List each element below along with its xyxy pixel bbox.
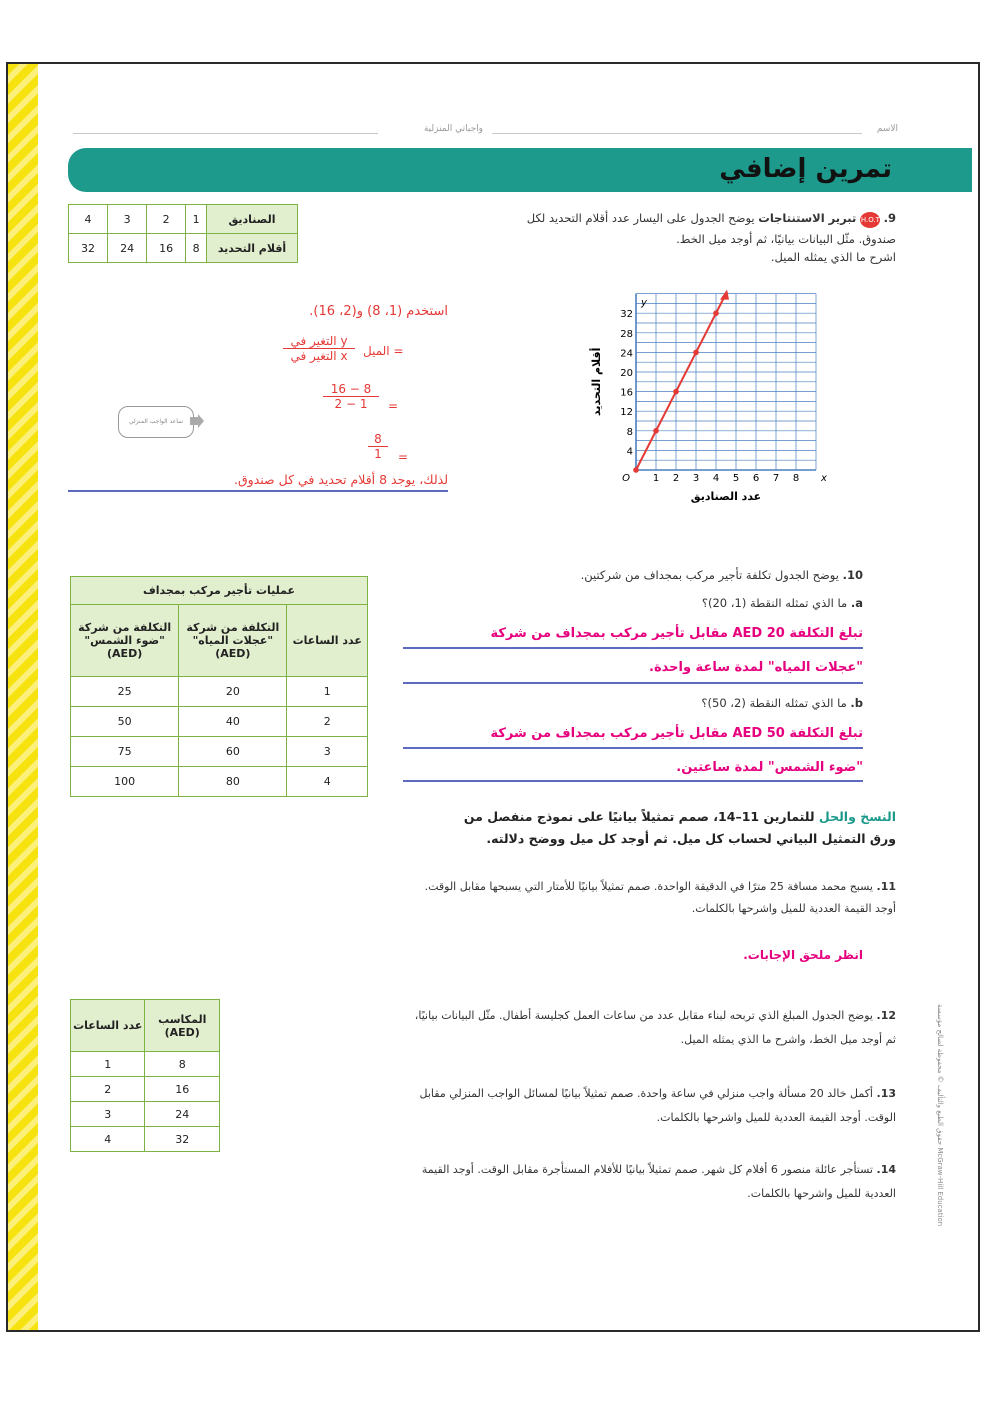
x-tick-label: 2 xyxy=(672,473,680,484)
table-cell: 3 xyxy=(108,205,147,234)
table-cell: 40 xyxy=(179,707,287,737)
graph-grid xyxy=(636,294,816,470)
homework-help-note: ساعد الواجب المنزلي xyxy=(118,406,194,438)
page-title: تمرين إضافي xyxy=(719,154,892,184)
table-cell: 2 xyxy=(147,205,186,234)
data-point xyxy=(693,350,699,356)
part-letter: a. xyxy=(850,596,863,610)
y-axis-label: y xyxy=(641,297,647,309)
copyright-text: حقوق الطبع والتأليف © محفوظة لصالح مؤسسة McGraw-Hill Education xyxy=(936,1004,944,1227)
table-title: عمليات تأجير مركب بمجداف xyxy=(71,577,368,605)
y-tick-label: 16 xyxy=(620,387,633,399)
section-text: للتمارين 11–14، صمم تمثيلاً بيانيًا على نموذج منفصل من xyxy=(463,809,815,824)
problem-text: يوضح الجدول على اليسار عدد أقلام التحديد لكل xyxy=(526,211,755,225)
arrow-right-icon xyxy=(190,414,204,428)
part-b-answer-line2: "ضوء الشمس" لمدة ساعتين. xyxy=(676,760,863,775)
fraction-numerator: 16 − 8 xyxy=(323,382,379,397)
problem-9-solution xyxy=(148,304,448,319)
problem-11-answer: انظر ملحق الإجابات. xyxy=(743,948,863,962)
y-tick-label: 32 xyxy=(620,309,633,321)
part-b-answer-line1: تبلغ التكلفة AED 50 مقابل تأجير مركب بمجداف من شركة xyxy=(490,726,863,741)
table-cell: 32 xyxy=(69,234,108,263)
slope-work xyxy=(238,334,468,494)
y-tick-label: 28 xyxy=(620,328,633,340)
problem-number: 13. xyxy=(876,1087,896,1100)
data-line xyxy=(636,292,727,470)
y-tick-label: 12 xyxy=(620,407,633,419)
problem-text: تستأجر عائلة منصور 6 أفلام كل شهر. صمم تمثيلاً بيانيًا للأفلام المستأجرة مقابل الوقت. أوجد القيمة xyxy=(421,1163,873,1176)
x-tick-label: 1 xyxy=(652,473,660,484)
equals: = xyxy=(398,450,409,464)
boxes-markers-table xyxy=(68,204,298,263)
table-cell: 24 xyxy=(108,234,147,263)
solution-conclusion: لذلك، يوجد 8 أقلام تحديد في كل صندوق. xyxy=(233,472,448,487)
problem-text: أوجد القيمة العددية للميل واشرحها بالكلمات. xyxy=(691,902,896,915)
y-axis-title: أقلام التحديد xyxy=(590,347,603,416)
x-tick-label: 5 xyxy=(732,473,740,484)
table-cell: 50 xyxy=(71,707,179,737)
x-axis-label: x xyxy=(821,473,827,484)
section-label: النسخ والحل xyxy=(818,809,896,824)
problem-text: يوضح الجدول تكلفة تأجير مركب بمجداف من شركتين. xyxy=(580,568,839,582)
problem-text: يوضح الجدول المبلغ الذي تربحه لبناء مقابل عدد من ساعات العمل كجليسة أطفال. مثّل البيانات بيانيًا، xyxy=(414,1009,873,1022)
fraction-numerator: التغير في y xyxy=(283,334,355,349)
problem-10-text xyxy=(433,564,863,587)
problem-number: 11. xyxy=(876,880,896,893)
table-header: التكلفة من شركة "ضوء الشمس" (AED) xyxy=(71,605,179,677)
copyright-wrapper xyxy=(932,1004,946,1304)
table-cell: 1 xyxy=(186,205,207,234)
part-letter: b. xyxy=(850,696,863,710)
data-point xyxy=(713,310,719,316)
x-tick-label: 3 xyxy=(692,473,700,484)
problem-9-text xyxy=(336,207,896,266)
solution-step: استخدم (1، 8) و(2، 16). xyxy=(309,304,448,319)
part-a-answer-line2: "عجلات المياه" لمدة ساعة واحدة. xyxy=(649,660,863,675)
answer-line xyxy=(403,682,863,684)
title-banner xyxy=(68,148,972,192)
problem-bold-label: تبرير الاستنتاجات xyxy=(758,211,857,225)
arrow-head xyxy=(720,290,729,300)
y-tick-label: 4 xyxy=(626,446,633,458)
table-cell: 24 xyxy=(145,1102,220,1127)
y-tick-label: 8 xyxy=(626,426,633,438)
problem-11-text xyxy=(196,876,896,920)
slope-label: الميل = xyxy=(363,344,404,358)
table-cell: 4 xyxy=(69,205,108,234)
fraction-denominator: التغير في x xyxy=(290,349,348,363)
equals: = xyxy=(388,399,399,413)
part-question: ما الذي تمثله النقطة (1، 20)؟ xyxy=(701,596,848,610)
table-header: عدد الساعات xyxy=(287,605,368,677)
table-cell: 100 xyxy=(71,767,179,797)
problem-text: العددية للميل واشرحها بالكلمات. xyxy=(747,1187,896,1200)
table-cell: 3 xyxy=(71,1102,145,1127)
table-cell: 16 xyxy=(145,1077,220,1102)
data-point xyxy=(633,467,639,473)
answer-line xyxy=(403,647,863,649)
worksheet-page xyxy=(6,62,980,1332)
x-tick-label: 4 xyxy=(712,473,720,484)
fraction-denominator: 1 xyxy=(374,447,382,461)
problem-text: الوقت. أوجد القيمة العددية للميل واشرحها بالكلمات. xyxy=(656,1111,896,1124)
table-cell: 80 xyxy=(179,767,287,797)
part-a-question xyxy=(433,592,863,615)
table-cell: 3 xyxy=(287,737,368,767)
problem-number: 10. xyxy=(842,568,863,582)
table-cell: 1 xyxy=(287,677,368,707)
table-cell: 20 xyxy=(179,677,287,707)
table-cell: 8 xyxy=(145,1052,220,1077)
answer-line xyxy=(403,747,863,749)
fraction-numerator: 8 xyxy=(368,432,388,447)
answer-line xyxy=(403,780,863,782)
fraction xyxy=(283,334,355,363)
hot-badge: H.O.T. xyxy=(860,212,880,228)
table-header: التكلفة من شركة "عجلات المياه" (AED) xyxy=(179,605,287,677)
table-cell: 16 xyxy=(147,234,186,263)
y-tick-label: 24 xyxy=(620,348,633,360)
boat-rental-table xyxy=(70,576,368,797)
table-cell: 4 xyxy=(71,1127,145,1152)
x-axis-title: عدد الصناديق xyxy=(690,490,762,503)
problem-text: أكمل خالد 20 مسألة واجب منزلي في ساعة واحدة. صمم تمثيلاً بيانيًا لمسائل الواجب المنزلي مقابل xyxy=(419,1087,873,1100)
table-cell: 2 xyxy=(287,707,368,737)
problem-number: 9. xyxy=(883,211,896,225)
problem-text: يسبح محمد مسافة 25 مترًا في الدقيقة الواحدة. صمم تمثيلاً بيانيًا للأمتار التي يسبحها مقابل الوقت. xyxy=(424,880,873,893)
problem-text: اشرح ما الذي يمثله الميل. xyxy=(770,250,896,264)
fraction-denominator: 2 − 1 xyxy=(334,397,368,411)
name-line xyxy=(73,124,898,138)
table-header: الصناديق xyxy=(207,205,298,234)
table-cell: 32 xyxy=(145,1127,220,1152)
yellow-edge-stripe xyxy=(8,64,38,1330)
slope-graph xyxy=(578,286,827,522)
y-tick-label: 20 xyxy=(620,368,633,379)
x-tick-label: 7 xyxy=(772,473,780,484)
graph-line xyxy=(633,290,729,473)
problem-text: ثم أوجد ميل الخط، واشرح ما الذي يمثله الميل. xyxy=(680,1033,896,1046)
name-label: الاسم xyxy=(876,124,898,134)
section-instructions xyxy=(376,806,896,850)
table-cell: 1 xyxy=(71,1052,145,1077)
table-cell: 60 xyxy=(179,737,287,767)
data-point xyxy=(673,389,679,395)
part-a-answer-line1: تبلغ التكلفة AED 20 مقابل تأجير مركب بمجداف من شركة xyxy=(490,626,863,641)
table-header: عدد الساعات xyxy=(71,1000,145,1052)
problem-12-text xyxy=(176,1004,896,1052)
table-cell: 75 xyxy=(71,737,179,767)
homework-label: واجباتي المنزلية xyxy=(423,124,483,134)
x-tick-label: 8 xyxy=(792,473,800,484)
part-b-question xyxy=(433,692,863,715)
problem-14-text xyxy=(176,1158,896,1206)
origin-label: O xyxy=(622,473,630,484)
table-cell: 4 xyxy=(287,767,368,797)
problem-number: 12. xyxy=(876,1009,896,1022)
table-header: أقلام التحديد xyxy=(207,234,298,263)
data-point xyxy=(653,428,659,434)
section-text: ورق التمثيل البياني لحساب كل ميل. ثم أوجد كل ميل ووضح دلالته. xyxy=(486,831,896,846)
x-tick-label: 6 xyxy=(752,473,760,484)
problem-number: 14. xyxy=(876,1163,896,1176)
fraction xyxy=(368,432,388,461)
table-cell: 2 xyxy=(71,1077,145,1102)
answer-line xyxy=(68,490,448,492)
problem-13-text xyxy=(176,1082,896,1130)
problem-text: صندوق. مثّل البيانات بيانيًا، ثم أوجد ميل الخط. xyxy=(676,232,896,246)
table-header: المكاسب (AED) xyxy=(145,1000,220,1052)
part-question: ما الذي تمثله النقطة (2، 50)؟ xyxy=(701,696,847,710)
table-cell: 8 xyxy=(186,234,207,263)
fraction xyxy=(323,382,379,411)
table-cell: 25 xyxy=(71,677,179,707)
